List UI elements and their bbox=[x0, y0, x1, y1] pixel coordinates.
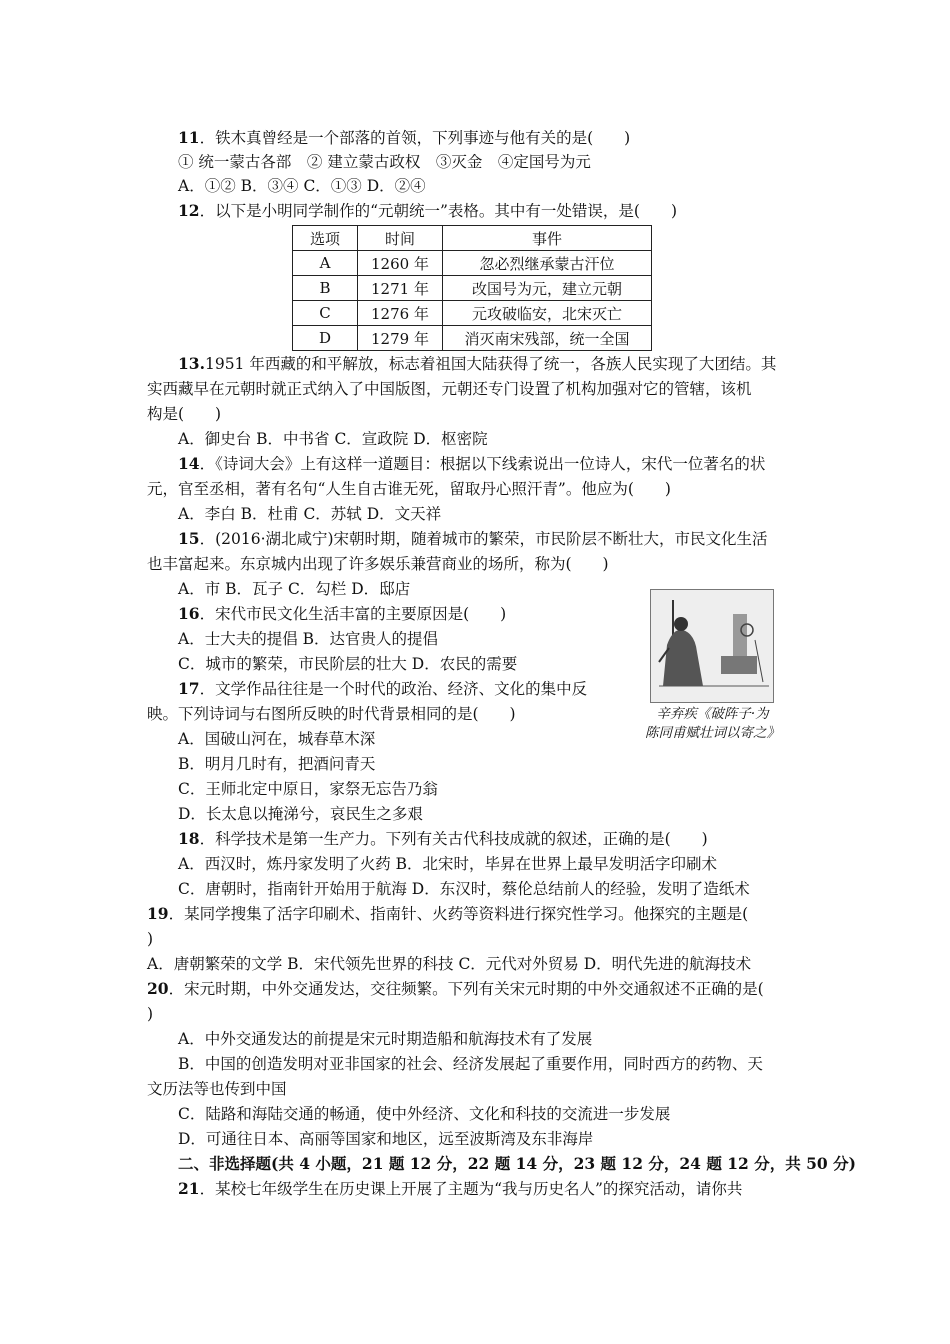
figure-caption-line: 辛弃疾《破阵子·为 bbox=[656, 706, 769, 722]
q20-option-b-cont: 文历法等也传到中国 bbox=[147, 1080, 287, 1098]
q14-line2: 元，官至丞相，著有名句“人生自古谁无死，留取丹心照汗青”。他应为( ) bbox=[147, 480, 671, 498]
table-header-cell: 时间 bbox=[358, 226, 443, 251]
q20-line2: ) bbox=[147, 1005, 154, 1023]
q12-stem: 12．以下是小明同学制作的“元朝统一”表格。其中有一处错误，是( ) bbox=[178, 201, 678, 220]
table-row bbox=[293, 276, 652, 301]
q13-line2: 实西藏早在元朝时就正式纳入了中国版图，元朝还专门设置了机构加强对它的管辖，该机 bbox=[147, 380, 752, 398]
q20-option-b: B．中国的创造发明对亚非国家的社会、经济发展起了重要作用，同时西方的药物、天 bbox=[178, 1055, 763, 1073]
q11-options: A．①② B．③④ C．①③ D．②④ bbox=[178, 177, 426, 195]
table-cell: 1271 年 bbox=[358, 276, 443, 301]
q16-options-1: A．士大夫的提倡 B．达官贵人的提倡 bbox=[178, 630, 439, 648]
q19-options: A．唐朝繁荣的文学 B．宋代领先世界的科技 C．元代对外贸易 D．明代先进的航海技术 bbox=[147, 955, 752, 973]
q20-option-c: C．陆路和海陆交通的畅通，使中外经济、文化和科技的交流进一步发展 bbox=[178, 1105, 671, 1123]
figure-caption-line: 陈同甫赋壮词以寄之》 bbox=[645, 725, 780, 741]
q18-options-1: A．西汉时，炼丹家发明了火药 B．北宋时，毕昇在世界上最早发明活字印刷术 bbox=[178, 855, 718, 873]
q17-option-a: A．国破山河在，城春草木深 bbox=[178, 730, 376, 748]
q19-line1: 19．某同学搜集了活字印刷术、指南针、火药等资料进行探究性学习。他探究的主题是( bbox=[147, 904, 749, 923]
q16-options-2: C．城市的繁荣，市民阶层的壮大 D．农民的需要 bbox=[178, 655, 518, 673]
q20-option-d: D．可通往日本、高丽等国家和地区，远至波斯湾及东非海岸 bbox=[178, 1130, 594, 1148]
q17-line2: 映。下列诗词与右图所反映的时代背景相同的是( ) bbox=[147, 705, 516, 723]
table-header-row bbox=[293, 226, 652, 251]
table-cell: A bbox=[293, 251, 358, 276]
table-cell: B bbox=[293, 276, 358, 301]
table-cell: 改国号为元，建立元朝 bbox=[443, 276, 652, 301]
q14-line1: 14．《诗词大会》上有这样一道题目：根据以下线索说出一位诗人，宋代一位著名的状 bbox=[178, 454, 766, 473]
q15-line2: 也丰富起来。东京城内出现了许多娱乐兼营商业的场所，称为( ) bbox=[147, 555, 609, 573]
q20-line1: 20．宋元时期，中外交通发达，交往频繁。下列有关宋元时期的中外交通叙述不正确的是( bbox=[147, 979, 764, 998]
table-row bbox=[293, 251, 652, 276]
table-header-cell: 选项 bbox=[293, 226, 358, 251]
q14-options: A．李白 B．杜甫 C．苏轼 D．文天祥 bbox=[178, 505, 442, 523]
table-cell: 元攻破临安，北宋灭亡 bbox=[443, 301, 652, 326]
q16-stem: 16．宋代市民文化生活丰富的主要原因是( ) bbox=[178, 604, 507, 623]
table-cell: C bbox=[293, 301, 358, 326]
table-cell: 消灭南宋残部，统一全国 bbox=[443, 326, 652, 351]
q18-stem: 18．科学技术是第一生产力。下列有关古代科技成就的叙述，正确的是( ) bbox=[178, 829, 708, 848]
q18-options-2: C．唐朝时，指南针开始用于航海 D．东汉时，蔡伦总结前人的经验，发明了造纸术 bbox=[178, 880, 750, 898]
q17-option-b: B．明月几时有，把酒问青天 bbox=[178, 755, 376, 773]
section-heading: 二、非选择题(共 4 小题，21 题 12 分，22 题 14 分，23 题 12 分，24 题 12 分，共 50 分) bbox=[178, 1154, 856, 1173]
q19-line2: ) bbox=[147, 930, 154, 948]
table-cell: 1260 年 bbox=[358, 251, 443, 276]
q17-line1: 17．文学作品往往是一个时代的政治、经济、文化的集中反 bbox=[178, 679, 588, 698]
q17-option-d: D．长太息以掩涕兮，哀民生之多艰 bbox=[178, 805, 423, 823]
q11-stem: 11．铁木真曾经是一个部落的首领，下列事迹与他有关的是( ) bbox=[178, 128, 631, 147]
table-row bbox=[293, 301, 652, 326]
q11-items: ① 统一蒙古各部 ② 建立蒙古政权 ③灭金 ④定国号为元 bbox=[178, 153, 591, 171]
q21-line1: 21．某校七年级学生在历史课上开展了主题为“我与历史名人”的探究活动，请你共 bbox=[178, 1179, 743, 1198]
q17-option-c: C．王师北定中原日，家祭无忘告乃翁 bbox=[178, 780, 438, 798]
table-cell: 1279 年 bbox=[358, 326, 443, 351]
q13-line1: 13.1951 年西藏的和平解放，标志着祖国大陆获得了统一，各族人民实现了大团结。其 bbox=[178, 354, 777, 373]
q15-options: A．市 B．瓦子 C．勾栏 D．邸店 bbox=[178, 580, 411, 598]
q20-option-a: A．中外交通发达的前提是宋元时期造船和航海技术有了发展 bbox=[178, 1030, 593, 1048]
table-row bbox=[293, 326, 652, 351]
table-cell: 1276 年 bbox=[358, 301, 443, 326]
q12-table bbox=[292, 225, 652, 351]
table-cell: D bbox=[293, 326, 358, 351]
q13-options: A．御史台 B．中书省 C．宣政院 D．枢密院 bbox=[178, 430, 488, 448]
q13-line3: 构是( ) bbox=[147, 405, 222, 423]
table-cell: 忽必烈继承蒙古汗位 bbox=[443, 251, 652, 276]
q15-line1: 15．(2016·湖北咸宁)宋朝时期，随着城市的繁荣，市民阶层不断壮大，市民文化生活 bbox=[178, 529, 768, 548]
table-header-cell: 事件 bbox=[443, 226, 652, 251]
